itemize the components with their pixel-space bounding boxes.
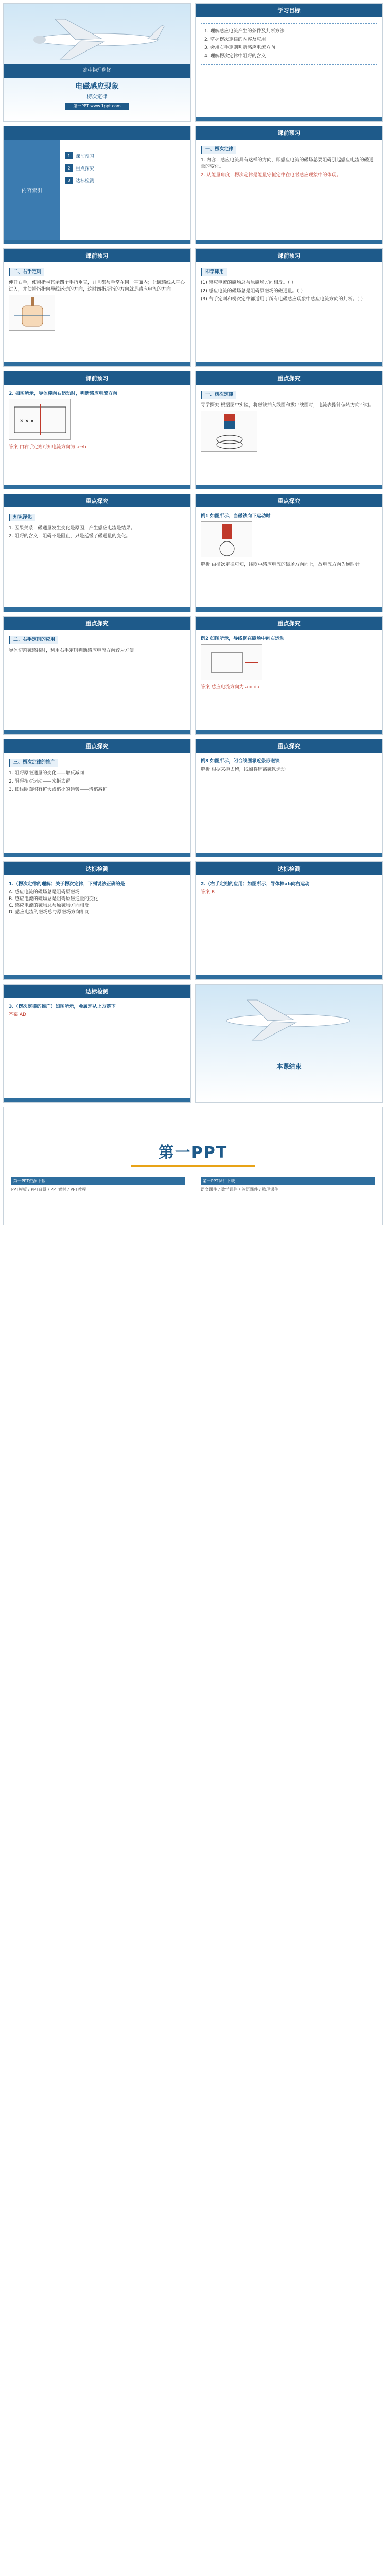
slide-header: 课前预习	[4, 249, 190, 262]
question-title: 例2 如图所示，导线框在磁场中向右运动	[201, 636, 285, 641]
section-title: 二、右手定则	[9, 268, 44, 276]
svg-text:× × ×: × × ×	[20, 419, 34, 425]
slide-9	[195, 494, 383, 612]
slide-header: 达标检测	[196, 862, 382, 875]
circuit-figure	[9, 399, 71, 440]
options-text: A. 感应电流的磁场总是阻碍原磁场 B. 感应电流的磁场总是阻碍原磁通量的变化 C. 感应电流的磁场总与原磁场方向相反 D. 感应电流的磁场总与原磁场方向相同	[9, 890, 98, 916]
section-title: 即学即用	[201, 268, 227, 276]
slide-footer	[4, 485, 190, 489]
toc-side-label: 内容索引	[4, 140, 60, 240]
slide-header: 课前预习	[4, 371, 190, 385]
slide-header: 重点探究	[196, 739, 382, 753]
magnet-figure	[201, 521, 252, 557]
toc-num: 1	[65, 152, 73, 159]
analysis-text: 解析 由楞次定律可知，线圈中感应电流的磁场方向向上，故电流方向为逆时针。	[201, 562, 364, 568]
slide-4	[3, 248, 191, 367]
question-text: (1) 感应电流的磁场总与原磁场方向相反。（ ）	[201, 280, 296, 286]
toc-label: 课前预习	[76, 154, 95, 159]
slide-footer	[196, 362, 382, 366]
question-title: 例1 如图所示，当磁铁向下运动时	[201, 514, 271, 519]
slide-footer	[4, 240, 190, 244]
slide-footer	[196, 853, 382, 857]
slide-12	[3, 739, 191, 857]
row-2	[0, 126, 386, 244]
answer-text: 答案 AD	[9, 1012, 26, 1018]
goals-slide	[195, 3, 383, 122]
goal-item: 2. 掌握楞次定律的内容及应用	[204, 37, 266, 43]
section-title: 二、右手定则的应用	[9, 636, 58, 644]
slide-10	[3, 616, 191, 735]
answer-text: 答案 感应电流方向为 abcda	[201, 685, 260, 690]
brand-col-text: 语文课件 / 数学课件 / 英语课件 / 物理课件	[200, 1187, 279, 1192]
slide-3	[195, 126, 383, 244]
cover-subtitle: 楞次定律	[86, 94, 108, 100]
toc-num: 2	[65, 164, 73, 172]
slide-header: 重点探究	[196, 371, 382, 385]
cover-badge: 高中物理选修	[83, 68, 111, 73]
toc-label: 达标检测	[76, 178, 95, 184]
row-3	[0, 248, 386, 367]
brand-slide	[3, 1107, 383, 1225]
slide-text: 导学探究 根据图中实验，将磁铁插入线圈和拔出线圈时，电流表指针偏转方向不同。	[201, 403, 374, 409]
slide-footer	[196, 730, 382, 734]
goal-item: 1. 理解感应电流产生的条件及判断方法	[204, 29, 285, 34]
brand-logo: 第一PPT	[158, 1144, 228, 1162]
toc-item[interactable]	[65, 152, 94, 159]
slide-footer	[4, 853, 190, 857]
row-10	[0, 1107, 386, 1225]
question-title: 1.（楞次定律的理解）关于楞次定律，下列说法正确的是	[9, 882, 125, 887]
slide-footer	[196, 607, 382, 612]
row-5	[0, 494, 386, 612]
question-text: (2) 感应电流的磁场总是阻碍原磁场的磁通量。（ ）	[201, 289, 305, 294]
slide-header: 课前预习	[196, 126, 382, 140]
slide-header: 重点探究	[196, 617, 382, 630]
toc-num: 3	[65, 177, 73, 184]
slide-13	[195, 739, 383, 857]
question-title: 例3 如图所示，闭合线圈靠近条形磁铁	[201, 759, 280, 764]
toc-item[interactable]	[65, 164, 94, 172]
slide-text: 1. 内容：感应电流具有这样的方向，即感应电流的磁场总要阻碍引起感应电流的磁通量的变化。	[201, 158, 374, 170]
slide-text: 2. 阻碍的含义：阻碍不是阻止，只是延缓了磁通量的变化。	[9, 534, 131, 539]
slide-14	[3, 861, 191, 980]
question-title: 2.（右手定则的应用）如图所示，导体棒ab向右运动	[201, 882, 310, 887]
slide-header: 重点探究	[196, 494, 382, 507]
slide-text: 3. 使线圈面积有扩大或缩小的趋势——增缩减扩	[9, 787, 108, 793]
airplane-image	[24, 14, 168, 60]
slide-footer	[196, 975, 382, 979]
slide-text: 2. 从能量角度：楞次定律是能量守恒定律在电磁感应现象中的体现。	[201, 173, 341, 178]
airplane-image	[216, 995, 360, 1041]
answer-text: 答案 由右手定则可知电流方向为 a→b	[9, 445, 86, 450]
slide-header: 重点探究	[4, 617, 190, 630]
section-title: 三、楞次定律的推广	[9, 759, 58, 767]
brand-col-title: 第一PPT课件下载	[201, 1177, 375, 1185]
question-text: (3) 右手定则和楞次定律都适用于所有电磁感应现象中感应电流方向的判断。（ ）	[201, 297, 365, 302]
end-text: 本课结束	[276, 1063, 302, 1070]
cover-slide	[3, 3, 191, 122]
slide-header: 重点探究	[4, 739, 190, 753]
row-8	[0, 861, 386, 980]
section-title: 一、楞次定律	[201, 146, 236, 154]
row-9	[0, 984, 386, 1103]
goal-item: 3. 会用右手定则判断感应电流方向	[204, 45, 275, 51]
row-1	[0, 3, 386, 122]
slide-text: 1. 阻碍原磁通量的变化——增反减同	[9, 771, 84, 776]
magnet-coil-figure	[201, 411, 257, 452]
slide-footer	[4, 730, 190, 734]
brand-col-title: 第一PPT资源下载	[11, 1177, 186, 1185]
analysis-text: 解析 根据来拒去留，线圈将远离磁铁运动。	[201, 767, 290, 773]
row-6	[0, 616, 386, 735]
cover-site: 第一PPT www.1ppt.com	[65, 103, 129, 110]
goals-box	[201, 23, 377, 65]
end-slide	[195, 984, 383, 1103]
goals-header: 学习目标	[196, 4, 382, 17]
slide-7	[195, 371, 383, 489]
slide-text: 伸开右手，使拇指与其余四个手指垂直，并且都与手掌在同一平面内；让磁感线从掌心进入，并使拇指指向导线运动的方向，这时四指所指的方向就是感应电流的方向。	[9, 280, 185, 293]
brand-col[interactable]	[201, 1177, 375, 1192]
slide-footer	[4, 1098, 190, 1102]
slide-footer	[4, 975, 190, 979]
slide-15	[195, 861, 383, 980]
question-title: 3.（楞次定律的推广）如图所示，金属环从上方落下	[9, 1004, 116, 1009]
brand-row	[4, 1177, 382, 1192]
slide-11	[195, 616, 383, 735]
brand-col-text: PPT模板 / PPT背景 / PPT素材 / PPT教程	[11, 1187, 86, 1192]
question-title: 2. 如图所示，导体棒向右运动时，判断感应电流方向	[9, 391, 117, 396]
right-hand-figure	[9, 295, 55, 331]
row-4	[0, 371, 386, 489]
slide-header: 课前预习	[196, 249, 382, 262]
slide-footer	[4, 607, 190, 612]
slide-8	[3, 494, 191, 612]
frame-figure	[201, 644, 262, 680]
slide-5	[195, 248, 383, 367]
slide-text: 2. 阻碍相对运动——来拒去留	[9, 779, 71, 785]
toc-label: 重点探究	[76, 166, 95, 172]
cover-title: 电磁感应现象	[75, 82, 119, 91]
slide-footer	[196, 240, 382, 244]
toc-list	[65, 152, 94, 189]
slide-header: 重点探究	[4, 494, 190, 507]
goal-item: 4. 理解楞次定律中阻碍的含义	[204, 54, 266, 59]
row-7	[0, 739, 386, 857]
toc-slide	[3, 126, 191, 244]
slide-6	[3, 371, 191, 489]
slide-16	[3, 984, 191, 1103]
toc-item[interactable]	[65, 177, 94, 184]
slide-header: 达标检测	[4, 985, 190, 998]
brand-col[interactable]	[11, 1177, 186, 1192]
section-title: 一、楞次定律	[201, 391, 236, 399]
slide-footer	[196, 117, 382, 121]
slide-text: 导体切割磁感线时，利用右手定则判断感应电流方向较为方便。	[9, 648, 139, 654]
slide-header: 达标检测	[4, 862, 190, 875]
slide-text: 1. 因果关系：磁通量发生变化是原因，产生感应电流是结果。	[9, 526, 135, 531]
section-title: 知识深化	[9, 514, 35, 521]
brand-divider	[131, 1165, 255, 1167]
answer-text: 答案 B	[201, 890, 215, 895]
slide-footer	[4, 362, 190, 366]
slide-footer	[196, 485, 382, 489]
toc-header	[4, 126, 190, 140]
